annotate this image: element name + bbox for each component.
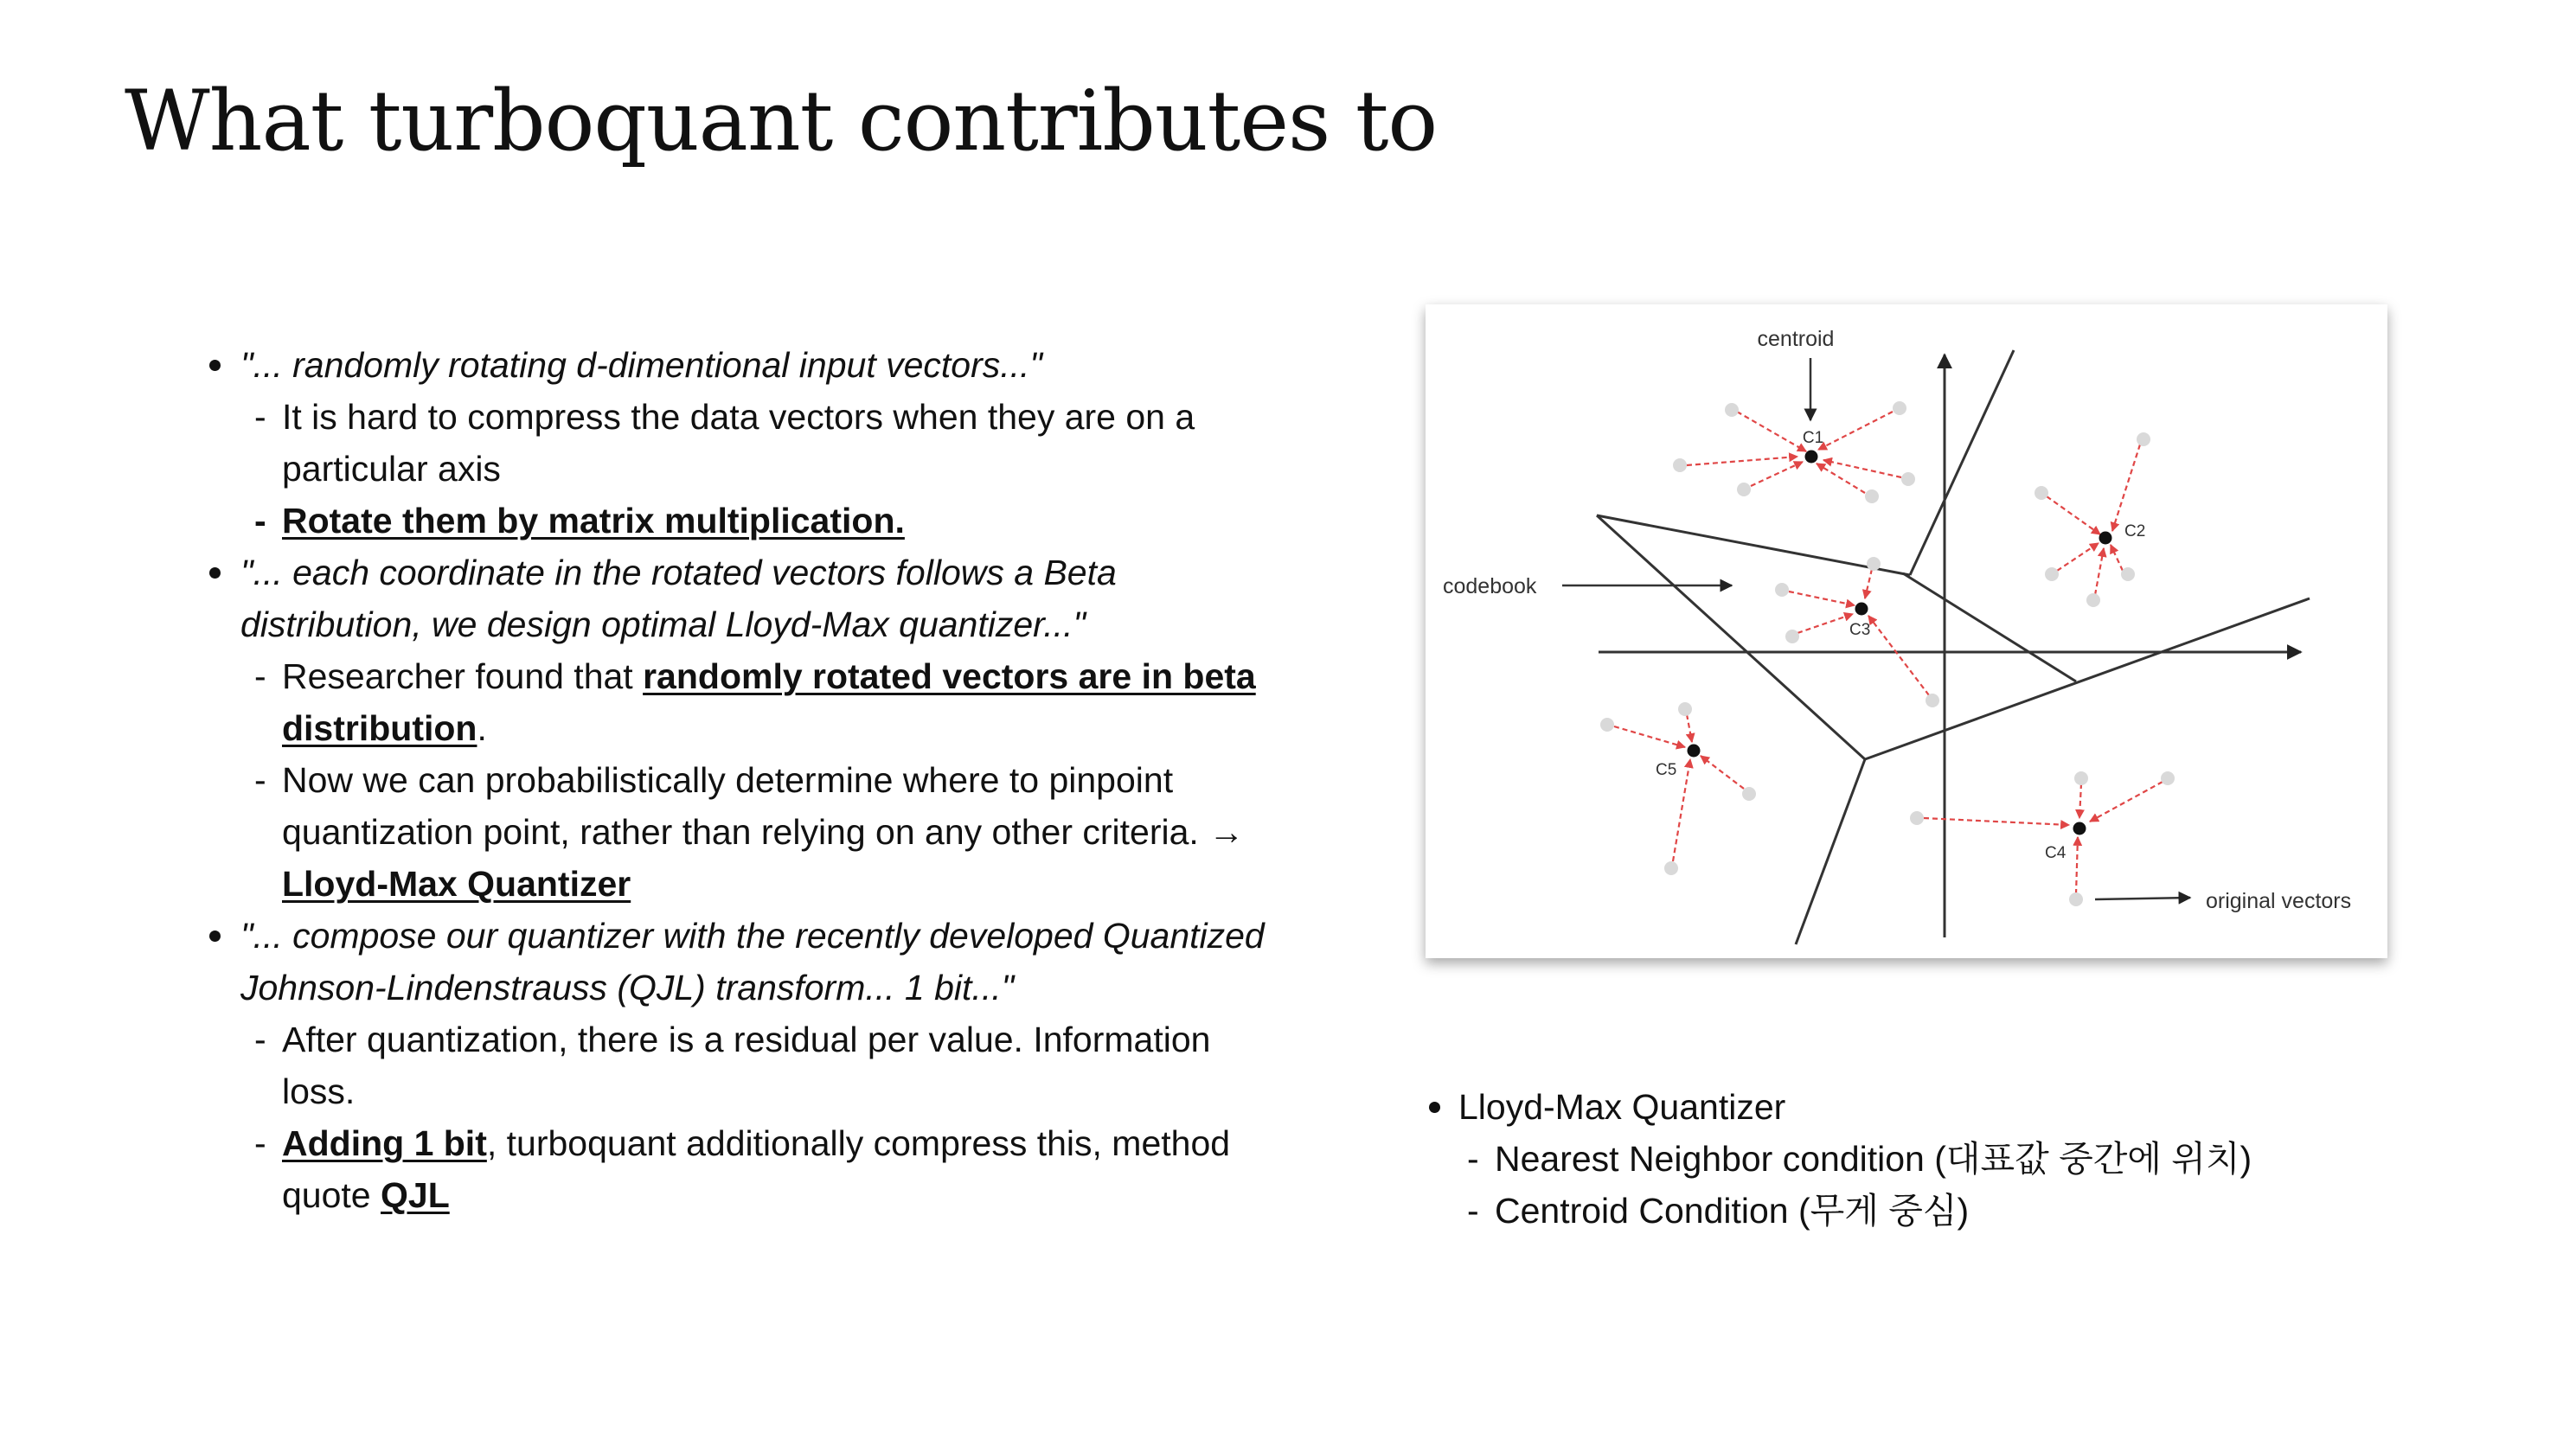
left-bullet-list <box>201 339 1291 1221</box>
dash-marker: - <box>254 760 266 800</box>
bullet-dot <box>209 360 221 371</box>
c1-label: C1 <box>1802 429 1824 447</box>
cluster-c1 <box>1673 401 1915 503</box>
dash-marker: - <box>254 397 266 437</box>
voronoi-edges <box>1597 350 2310 944</box>
c2-label: C2 <box>2124 522 2146 540</box>
bullet-beta-distribution <box>201 547 1291 650</box>
c5-label: C5 <box>1656 761 1677 779</box>
sub-item-text: . <box>477 708 487 748</box>
emphasis-text: randomly rotated vectors are in beta distribution <box>282 656 1256 748</box>
sub-item-text: After quantization, there is a residual per value. Information loss. <box>282 1020 1211 1111</box>
emphasis-text: Rotate them by matrix multiplication. <box>282 501 905 540</box>
sub-item <box>201 1014 1291 1117</box>
dash-marker: - <box>254 1123 266 1163</box>
emphasis-text: Adding 1 bit <box>282 1123 487 1163</box>
sub-item-text: Centroid Condition (무게 중심) <box>1495 1191 1970 1231</box>
dash-marker: - <box>254 501 266 540</box>
c4-label: C4 <box>2045 844 2067 862</box>
quote-text: "... compose our quantizer with the recently developed Quantized Johnson-Lindenstrauss (QJL) transform... 1 bit..." <box>240 916 1265 1007</box>
original-vectors-label: original vectors <box>2206 889 2352 913</box>
bullet-text: Lloyd-Max Quantizer <box>1458 1087 1786 1127</box>
quote-text: "... each coordinate in the rotated vectors follows a Beta distribution, we design optimal Lloyd-Max quantizer..." <box>240 553 1117 644</box>
sub-item <box>201 495 1291 547</box>
cluster-c5 <box>1600 702 1756 875</box>
right-bullet-list <box>1419 1081 2457 1237</box>
dash-marker: - <box>254 1020 266 1059</box>
c3-label: C3 <box>1849 621 1871 639</box>
sub-item <box>201 754 1291 910</box>
dash-marker: - <box>1467 1139 1479 1179</box>
dash-marker: - <box>254 656 266 696</box>
bullet-lloyd-max <box>1419 1081 2457 1133</box>
dash-marker: - <box>1467 1191 1479 1231</box>
slide-title: What turboquant contributes to <box>125 73 1438 169</box>
sub-item-text: Nearest Neighbor condition (대표값 중간에 위치) <box>1495 1139 2252 1179</box>
right-arrow-icon: → <box>1208 812 1245 852</box>
cluster-c4 <box>1910 771 2175 906</box>
quote-text: "... randomly rotating d-dimentional input vectors..." <box>240 345 1042 385</box>
bullet-qjl <box>201 910 1291 1014</box>
sub-item <box>1419 1133 2457 1185</box>
original-vectors-pointer-arrow <box>2095 898 2190 899</box>
centroid-label: centroid <box>1757 327 1835 351</box>
sub-item-text: It is hard to compress the data vectors when they are on a particular axis <box>282 397 1195 489</box>
lloyd-max-diagram <box>1426 304 2387 958</box>
voronoi-diagram-svg <box>1426 304 2387 958</box>
bullet-dot <box>209 931 221 942</box>
emphasis-text: Lloyd-Max Quantizer <box>282 864 631 904</box>
sub-item <box>201 650 1291 754</box>
emphasis-text: QJL <box>381 1175 450 1215</box>
bullet-random-rotation <box>201 339 1291 391</box>
sub-item <box>201 1117 1291 1221</box>
sub-item <box>1419 1185 2457 1237</box>
bullet-dot <box>1429 1102 1440 1113</box>
cluster-c2 <box>2035 432 2150 607</box>
sub-item <box>201 391 1291 495</box>
bullet-dot <box>209 567 221 579</box>
sub-item-text: Researcher found that <box>282 656 644 696</box>
sub-item-text: Now we can probabilistically determine where to pinpoint quantization point, rather than relying on any other criteria. <box>282 760 1209 852</box>
sub-item-text: , turboquant additionally compress this, method quote <box>282 1123 1231 1215</box>
codebook-label: codebook <box>1443 574 1537 598</box>
